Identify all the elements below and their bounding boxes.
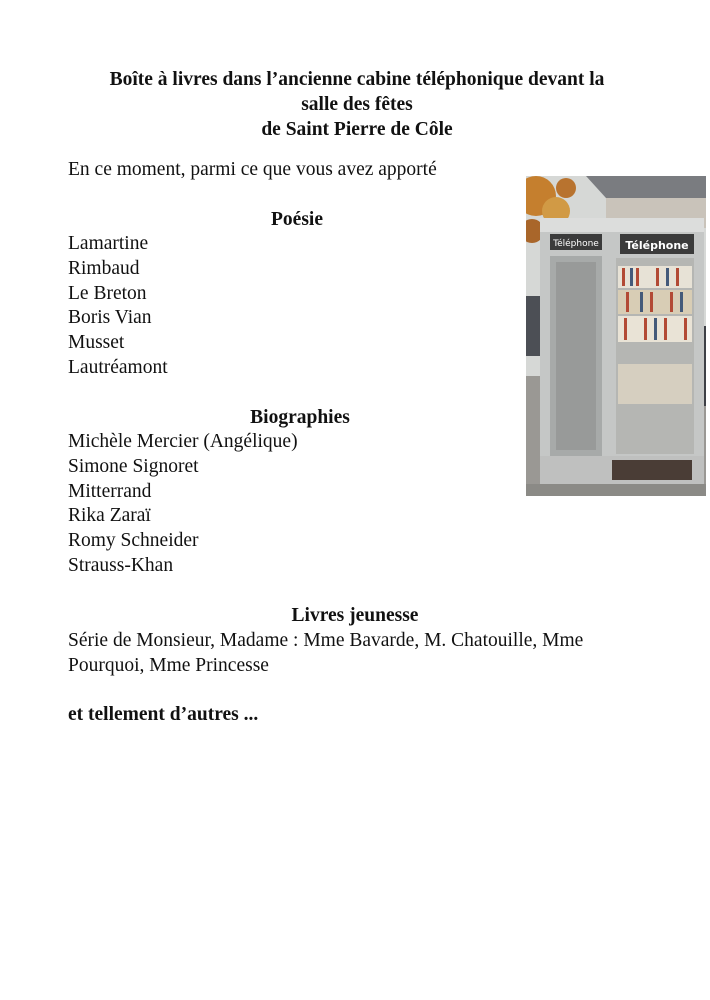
- list-item: Musset: [68, 332, 125, 354]
- jeunesse-text-line-2: Pourquoi, Mme Princesse: [68, 655, 269, 676]
- list-item: Rika Zaraï: [68, 505, 151, 527]
- biographies-heading: Biographies: [250, 407, 350, 428]
- booth-sign-left: Téléphone: [553, 239, 599, 249]
- poesie-heading: Poésie: [271, 209, 323, 230]
- list-item: Le Breton: [68, 282, 147, 304]
- phone-booth-photo: [526, 176, 706, 496]
- booth-sign-right: Téléphone: [625, 239, 689, 252]
- page-title: [60, 67, 654, 142]
- title-line-3: de Saint Pierre de Côle: [261, 119, 453, 140]
- list-item: Strauss-Khan: [68, 554, 174, 576]
- title-line-1: Boîte à livres dans l’ancienne cabine téléphonique devant la: [109, 69, 605, 90]
- phone-booth-image: [526, 176, 706, 496]
- poesie-list: [68, 232, 168, 381]
- list-item: Lamartine: [68, 233, 149, 254]
- list-item: Simone Signoret: [68, 455, 199, 477]
- closing-text: et tellement d’autres ...: [68, 704, 259, 725]
- biographies-list: [68, 430, 298, 579]
- jeunesse-heading: Livres jeunesse: [291, 605, 419, 626]
- list-item: Michèle Mercier (Angélique): [68, 431, 298, 452]
- jeunesse-text-line-1: Série de Monsieur, Madame : Mme Bavarde, M. Chatouille, Mme: [68, 630, 584, 651]
- list-item: Mitterrand: [68, 480, 152, 502]
- intro-text: En ce moment, parmi ce que vous avez apporté: [68, 159, 437, 180]
- list-item: Lautréamont: [68, 356, 168, 378]
- list-item: Romy Schneider: [68, 530, 199, 552]
- title-line-2: salle des fêtes: [301, 94, 413, 115]
- list-item: Rimbaud: [68, 257, 140, 279]
- list-item: Boris Vian: [68, 307, 152, 329]
- jeunesse-text: [68, 628, 648, 678]
